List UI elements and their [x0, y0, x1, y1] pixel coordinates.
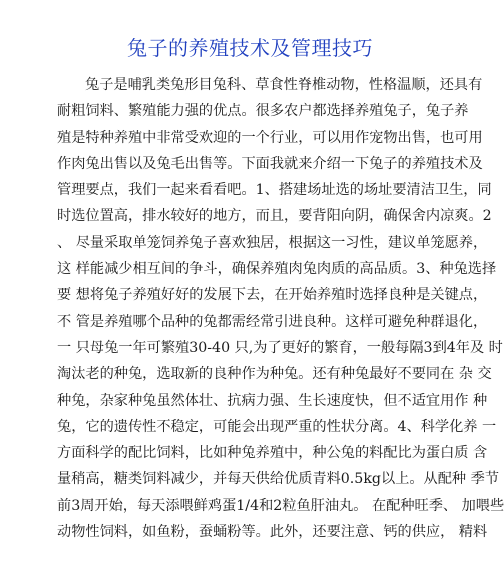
body-line: 量稍高，糖类饲料减少，并每天供给优质青料0.5kg以上。从配种 季节 [57, 471, 500, 488]
body-line: 殖是特种养殖中非常受欢迎的一个行业，可以用作宠物出售，也可用 [57, 129, 483, 146]
document-body [57, 72, 504, 545]
body-line: 不 管是养殖哪个品种的兔都需经常引进良种。这样可避免种群退化， [57, 313, 488, 330]
body-line: 动物性饲料，如鱼粉，蚕蛹粉等。此外，还要注意、钙的供应， 精料 [57, 524, 488, 541]
body-line: 作肉兔出售以及兔毛出售等。下面我就来介绍一下兔子的养殖技术及 [57, 155, 483, 172]
document-title: 兔子的养殖技术及管理技巧 [127, 36, 373, 60]
body-line: 淘汰老的种兔，选取新的良种作为种兔。还有种兔最好不要同在 杂 交 [57, 366, 492, 383]
body-line: 种兔，杂家种兔虽然体壮、抗病力强、生长速度快，但不适宜用作 种 [57, 392, 488, 409]
body-line: 方面科学的配比饲料，比如种兔养殖中，种公兔的料配比为蛋白质 含 [57, 445, 488, 462]
body-line: 管理要点，我们一起来看看吧。1、搭建场址选的场址要清洁卫生，同 [57, 182, 492, 199]
body-line: 前3周开始，每天添喂鲜鸡蛋1/4和2粒鱼肝油丸。 在配种旺季、 加喂些 [57, 497, 504, 514]
body-line: 一 只母兔一年可繁殖30-40 只,为了更好的繁育，一般每隔3到4年及 时 [57, 339, 503, 356]
body-line: 兔子是哺乳类兔形目兔科、草食性脊椎动物，性格温顺，还具有 [85, 77, 483, 93]
body-line: 兔，它的遗传性不稳定，可能会出现严重的性状分离。4、科学化养 一 [57, 418, 497, 435]
body-line: 耐粗饲料、繁殖能力强的优点。很多农户都选择养殖兔子，兔子养 [57, 103, 469, 120]
body-line: 要 想将兔子养殖好好的发展下去，在开始养殖时选择良种是关键点， [57, 287, 488, 304]
body-line: 这 样能减少相互间的争斗，确保养殖肉兔肉质的高品质。3、种兔选择 [57, 261, 497, 278]
body-line: 、 尽量采取单笼饲养兔子喜欢独居，根据这一习性，建议单笼愿养， [57, 234, 488, 251]
body-line: 时选位置高，排水较好的地方，而且，要背阳向阴，确保舍内凉爽。2 [57, 208, 492, 225]
